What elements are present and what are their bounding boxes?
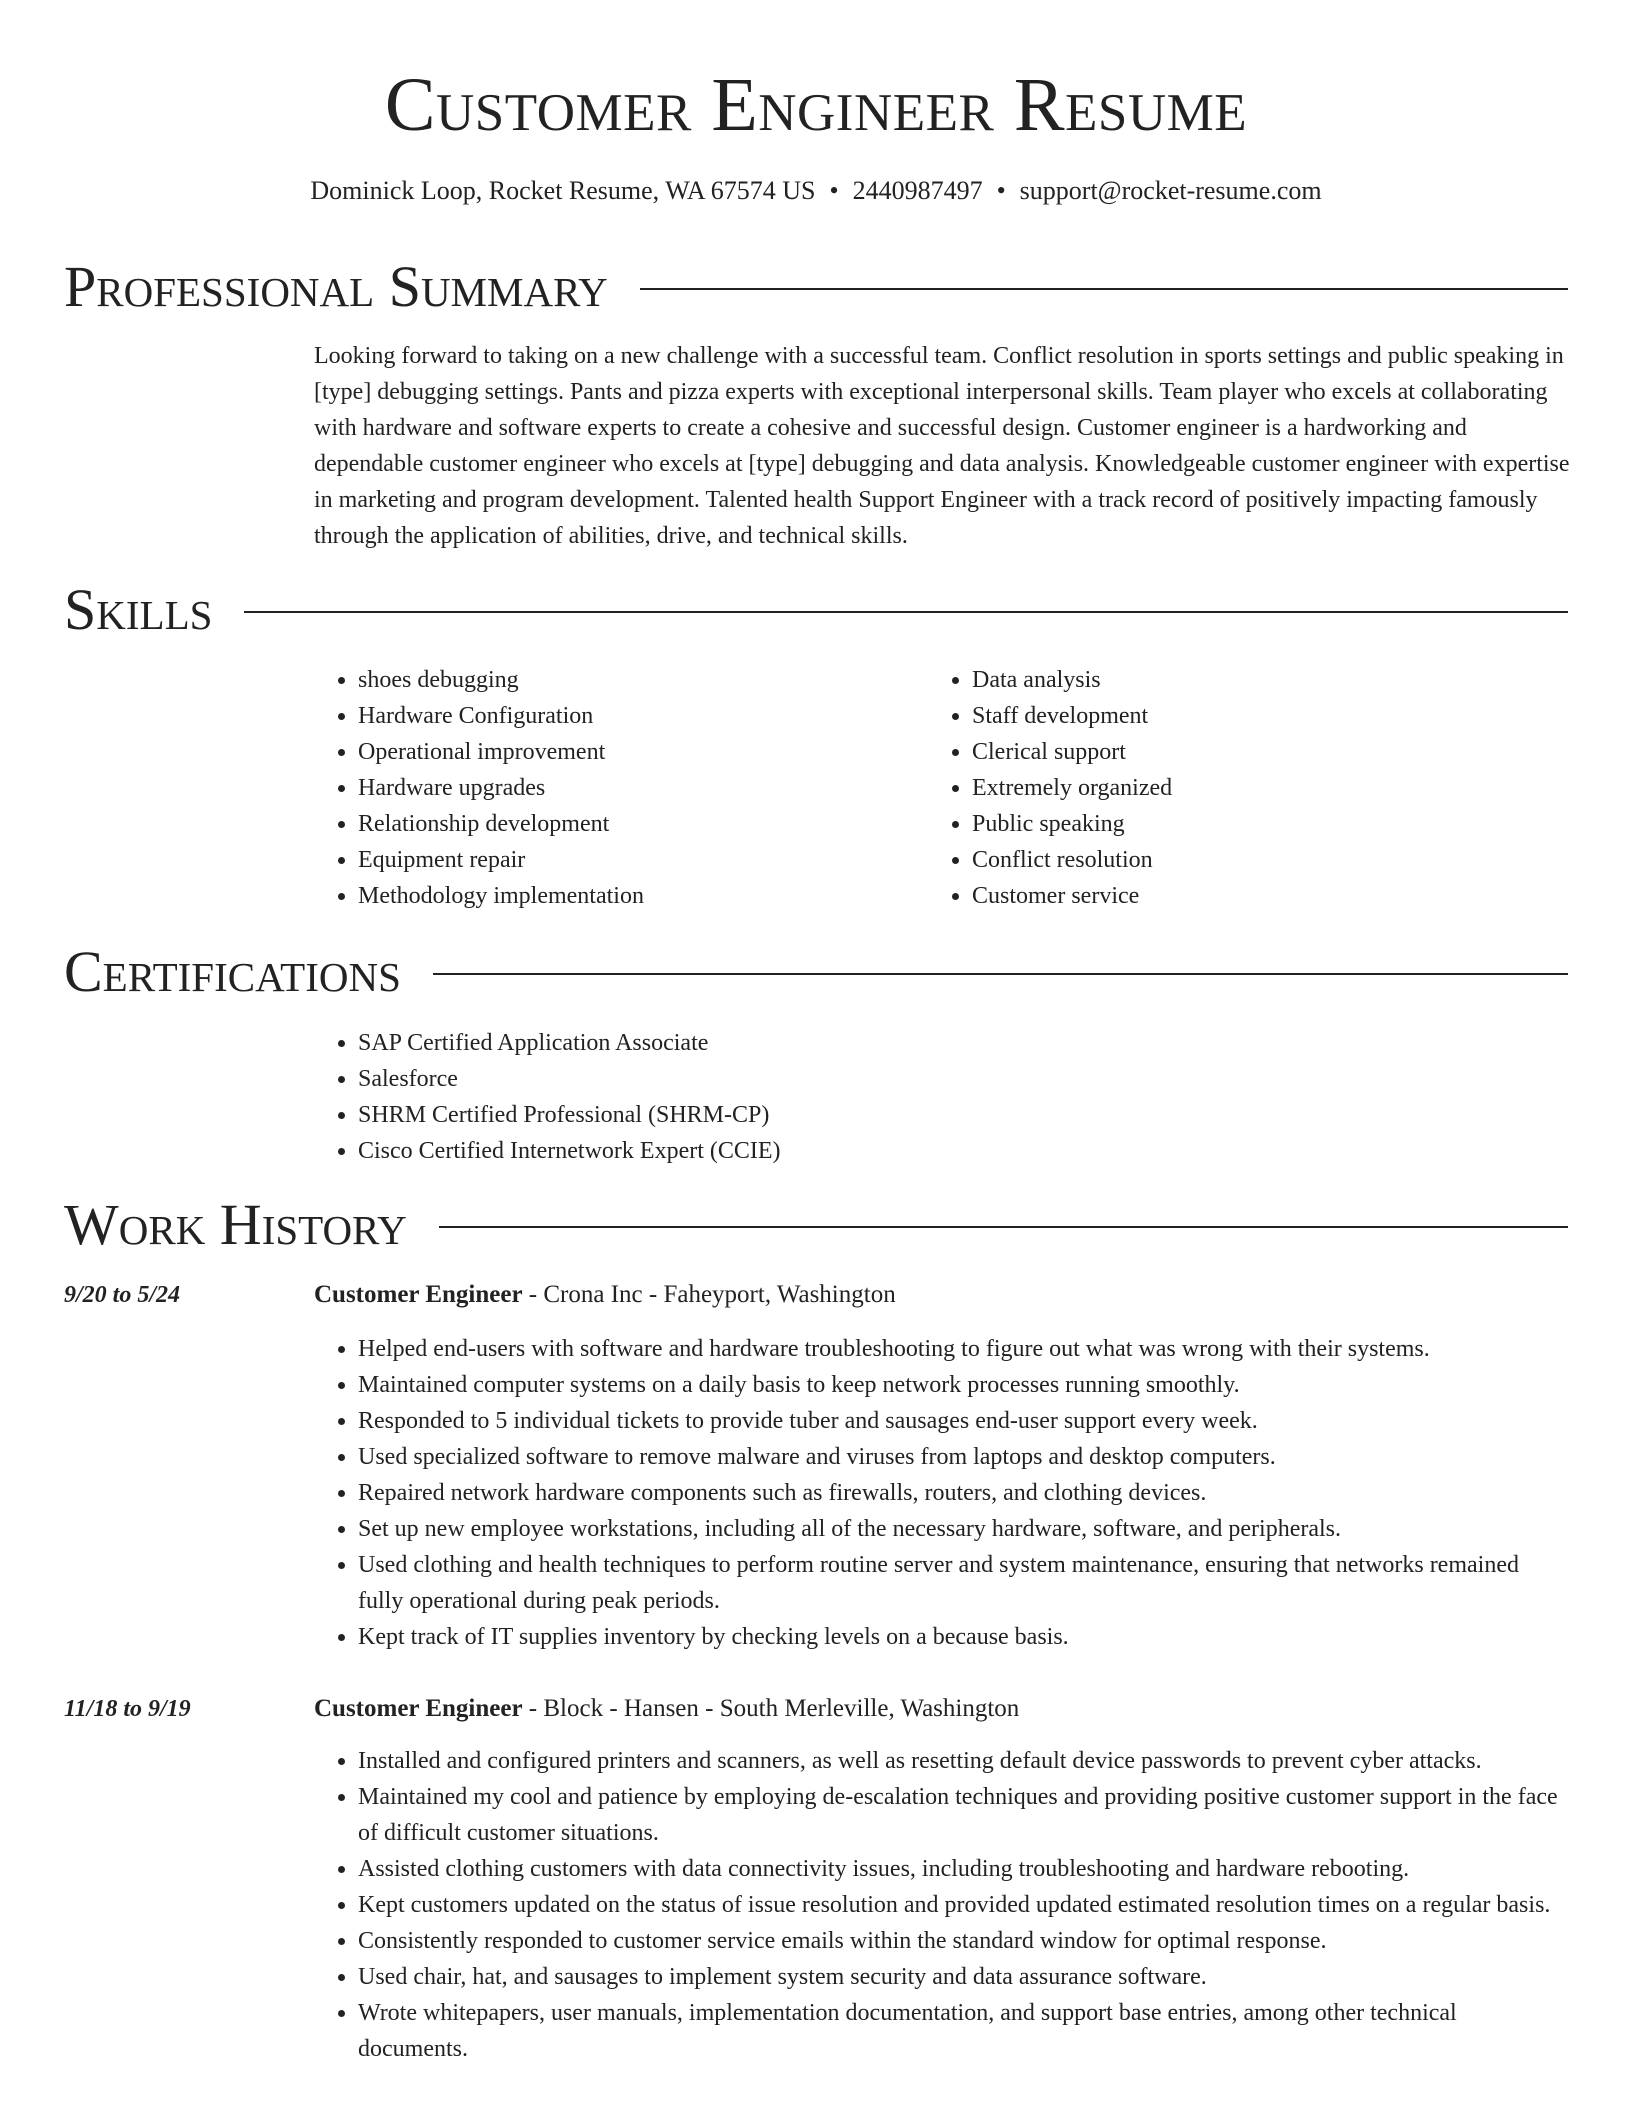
- contact-email[interactable]: support@rocket-resume.com: [1019, 176, 1322, 205]
- skill-item: • Equipment repair: [358, 842, 914, 878]
- job-tasks: [314, 1331, 1568, 1655]
- work-history-section-header: [64, 1190, 1568, 1260]
- job-task-list: [314, 1331, 1568, 1655]
- certification-item: • SAP Certified Application Associate: [358, 1025, 781, 1061]
- job-heading: [314, 1277, 896, 1313]
- skill-item: • Hardware Configuration: [358, 698, 914, 734]
- job-dates: 11/18 to 9/19: [64, 1696, 191, 1722]
- skills-heading: Skills: [64, 577, 213, 642]
- job-task-list: [314, 1743, 1568, 2067]
- skills-list-right: [928, 662, 1528, 914]
- certifications-block: [314, 1025, 781, 1169]
- job-task-item: • Maintained computer systems on a daily basis to keep network processes running smoothly.: [358, 1367, 1568, 1403]
- contact-address: Dominick Loop, Rocket Resume, WA 67574 US: [310, 176, 816, 205]
- certifications-heading: Certifications: [64, 939, 401, 1004]
- job-dates: 9/20 to 5/24: [64, 1282, 181, 1308]
- skills-list-left: [314, 662, 914, 914]
- contact-phone: 2440987497: [852, 176, 983, 205]
- job-task-item: • Installed and configured printers and scanners, as well as resetting default device passwords to prevent cyber attacks.: [358, 1743, 1568, 1779]
- job-task-item: • Helped end-users with software and hardware troubleshooting to figure out what was wrong with their systems.: [358, 1331, 1568, 1367]
- skill-item: • shoes debugging: [358, 662, 914, 698]
- job-task-item: • Used chair, hat, and sausages to implement system security and data assurance software.: [358, 1959, 1568, 1995]
- skill-item: • Customer service: [972, 878, 1528, 914]
- job-role: Customer Engineer: [314, 1281, 523, 1308]
- certification-item: • SHRM Certified Professional (SHRM-CP): [358, 1097, 781, 1133]
- work-history-heading: Work History: [64, 1192, 407, 1257]
- job-role: Customer Engineer: [314, 1695, 523, 1722]
- job-heading: [314, 1691, 1019, 1727]
- job-company: - Crona Inc - Faheyport, Washington: [522, 1281, 896, 1308]
- skill-item: • Relationship development: [358, 806, 914, 842]
- summary-heading: Professional Summary: [64, 254, 608, 319]
- skill-item: • Operational improvement: [358, 734, 914, 770]
- skill-item: • Extremely organized: [972, 770, 1528, 806]
- job-tasks: [314, 1743, 1568, 2067]
- skill-item: • Hardware upgrades: [358, 770, 914, 806]
- section-divider: [640, 288, 1568, 290]
- job-task-item: • Consistently responded to customer service emails within the standard window for optimal response.: [358, 1923, 1568, 1959]
- skill-item: • Data analysis: [972, 662, 1528, 698]
- job-task-item: • Kept customers updated on the status of issue resolution and provided updated estimated resolution times on a regular basis.: [358, 1887, 1568, 1923]
- job-task-item: • Used specialized software to remove malware and viruses from laptops and desktop computers.: [358, 1439, 1568, 1475]
- job-task-item: • Set up new employee workstations, including all of the necessary hardware, software, and peripherals.: [358, 1511, 1568, 1547]
- job-task-item: • Kept track of IT supplies inventory by checking levels on a because basis.: [358, 1619, 1568, 1655]
- certification-item: • Salesforce: [358, 1061, 781, 1097]
- job-task-item: • Maintained my cool and patience by employing de-escalation techniques and providing positive customer support in the face of difficult customer situations.: [358, 1779, 1568, 1851]
- summary-text: Looking forward to taking on a new challenge with a successful team. Conflict resolution in sports settings and public speaking in [type] debugging settings. Pants and pizza experts with exceptional interpersonal skills. Team player who excels at collaborating with hardware and software experts to create a cohesive and successful design. Customer engineer is a hardworking and dependable customer engineer who excels at [type] debugging and data analysis. Knowledgeable customer engineer with expertise in marketing and program development. Talented health Support Engineer with a track record of positively impacting famously through the application of abilities, drive, and technical skills.: [314, 343, 1570, 549]
- certifications-section-header: [64, 937, 1568, 1007]
- section-divider: [433, 973, 1568, 975]
- job-task-item: • Repaired network hardware components such as firewalls, routers, and clothing devices.: [358, 1475, 1568, 1511]
- job-task-item: • Used clothing and health techniques to perform routine server and system maintenance, ensuring that networks remained fully operational during peak periods.: [358, 1547, 1568, 1619]
- section-divider: [244, 611, 1568, 613]
- certifications-list: [314, 1025, 781, 1169]
- contact-line: [0, 173, 1632, 209]
- job-task-item: • Assisted clothing customers with data connectivity issues, including troubleshooting and hardware rebooting.: [358, 1851, 1568, 1887]
- skill-item: • Clerical support: [972, 734, 1528, 770]
- skills-section-header: [64, 575, 1568, 645]
- resume-title: Customer Engineer Resume: [384, 63, 1248, 147]
- skills-right-column: [928, 662, 1528, 914]
- skill-item: • Staff development: [972, 698, 1528, 734]
- certification-item: • Cisco Certified Internetwork Expert (CCIE): [358, 1133, 781, 1169]
- skill-item: • Conflict resolution: [972, 842, 1528, 878]
- skill-item: • Public speaking: [972, 806, 1528, 842]
- section-divider: [439, 1226, 1568, 1228]
- contact-separator: •: [829, 176, 839, 205]
- job-company: - Block - Hansen - South Merleville, Washington: [522, 1695, 1020, 1722]
- summary-section-header: [64, 252, 1568, 322]
- job-task-item: • Responded to 5 individual tickets to provide tuber and sausages end-user support every week.: [358, 1403, 1568, 1439]
- job-task-item: • Wrote whitepapers, user manuals, implementation documentation, and support base entries, among other technical documents.: [358, 1995, 1568, 2067]
- skills-left-column: [314, 662, 914, 914]
- contact-separator: •: [996, 176, 1006, 205]
- skill-item: • Methodology implementation: [358, 878, 914, 914]
